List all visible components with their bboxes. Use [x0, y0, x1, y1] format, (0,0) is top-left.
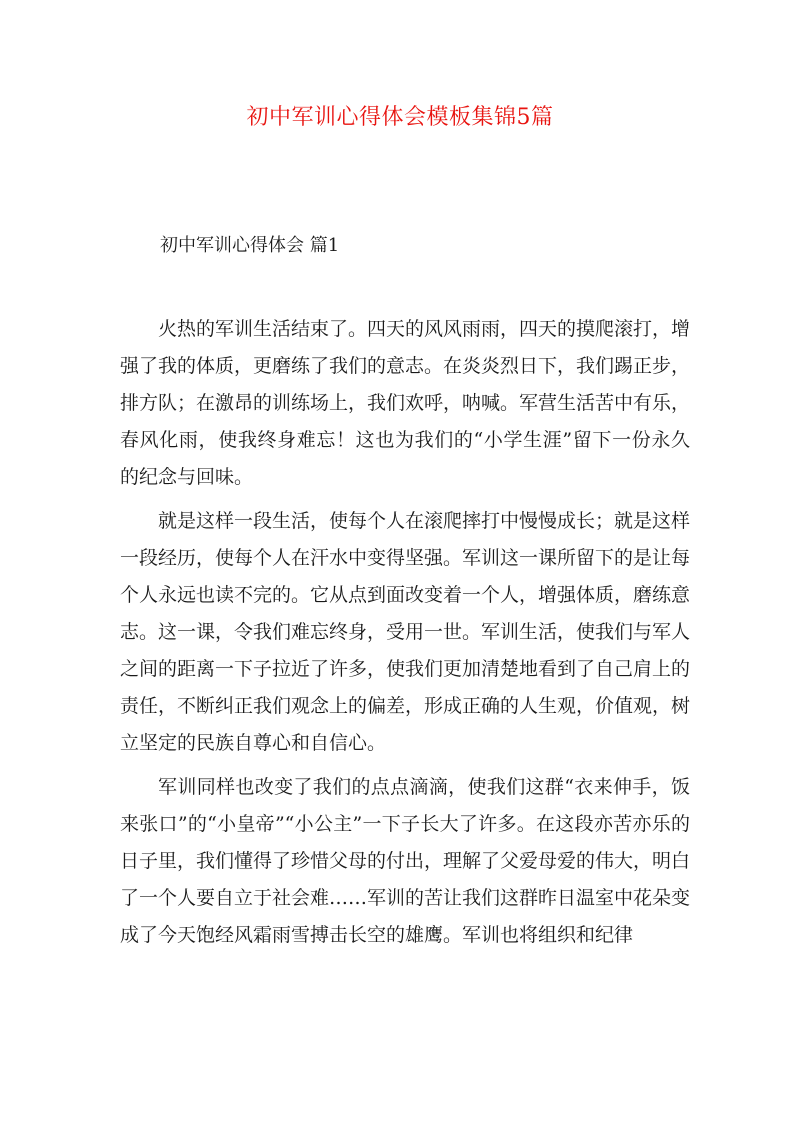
paragraph: 军训同样也改变了我们的点点滴滴，使我们这群“衣来伸手，饭来张口”的“小皇帝”“小公主”一下子长大了许多。在这段亦苦亦乐的日子里，我们懂得了珍惜父母的付出，理解了父爱母爱的伟大，明白了一个人要自立于社会难……军训的苦让我们这群昨日温室中花朵变成了今天饱经风霜雨雪搏击长空的雄鹰。军训也将组织和纪律: [120, 776, 691, 946]
document-body: [120, 311, 690, 961]
paragraph: 就是这样一段生活，使每个人在滚爬摔打中慢慢成长；就是这样一段经历，使每个人在汗水中变得坚强。军训这一课所留下的是让每个人永远也读不完的。它从点到面改变着一个人，增强体质，磨练意志。这一课，令我们难忘终身，受用一世。军训生活，使我们与军人之间的距离一下子拉近了许多，使我们更加清楚地看到了自己肩上的责任，不断纠正我们观念上的偏差，形成正确的人生观，价值观，树立坚定的民族自尊心和自信心。: [120, 510, 691, 754]
document-title: 初中军训心得体会模板集锦5篇: [246, 105, 554, 130]
section-heading: 初中军训心得体会 篇1: [160, 235, 340, 256]
paragraph: 火热的军训生活结束了。四天的风风雨雨，四天的摸爬滚打，增强了我的体质，更磨练了我们的意志。在炎炎烈日下，我们踢正步，排方队；在激昂的训练场上，我们欢呼，呐喊。军营生活苦中有乐，春风化雨，使我终身难忘！这也为我们的“小学生涯”留下一份永久的纪念与回味。: [120, 318, 691, 488]
